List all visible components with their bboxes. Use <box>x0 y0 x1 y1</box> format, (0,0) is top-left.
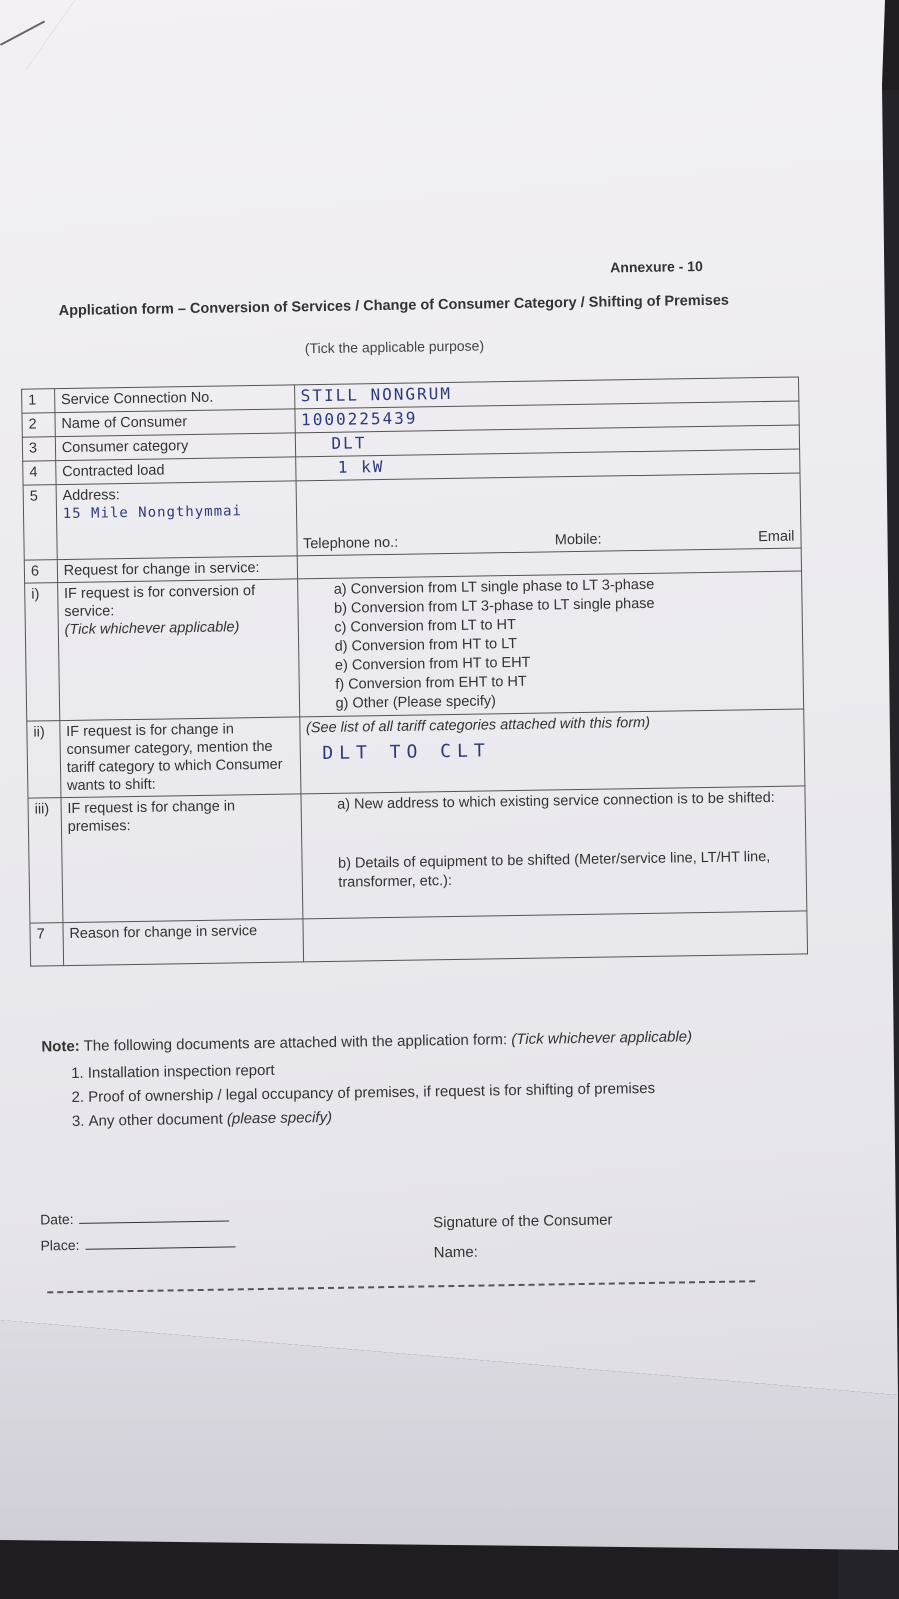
tariff-note: (See list of all tariff categories attached with this form) <box>305 714 651 737</box>
new-address-item: a) New address to which existing service connection is to be shifted: <box>337 789 775 813</box>
list-item-hint: (please specify) <box>226 1108 333 1128</box>
row-number: 5 <box>23 485 57 561</box>
row-number: ii) <box>27 721 61 799</box>
row-label: Request for change in service: <box>57 556 297 583</box>
mobile-label: Mobile: <box>554 531 602 549</box>
place-label: Place: <box>40 1236 80 1254</box>
date-place-block <box>40 1203 236 1258</box>
table-row <box>27 709 805 798</box>
form-title: Application form – Conversion of Services / Change of Consumer Category / Shifting of Premises <box>58 292 730 320</box>
conversion-option[interactable]: a) Conversion from LT single phase to LT 3-phase <box>333 576 655 598</box>
row-number: 3 <box>22 437 55 462</box>
note-lead: Note: <box>41 1037 80 1056</box>
place-line <box>85 1246 235 1249</box>
premises-change-cell[interactable] <box>300 786 806 919</box>
row-label: Address: <box>62 487 120 505</box>
list-item[interactable]: 1. Installation inspection report <box>88 1051 752 1085</box>
equipment-item: b) Details of equipment to be shifted (Meter/service line, LT/HT line, transformer, etc.): <box>337 848 771 891</box>
conversion-label-cell <box>57 579 299 721</box>
row-label: IF request is for conversion of service: <box>63 583 256 621</box>
row-label: Name of Consumer <box>55 409 295 437</box>
row-label: Consumer category <box>55 433 295 461</box>
name-label: Name: <box>433 1243 478 1262</box>
signature-label: Signature of the Consumer <box>433 1211 613 1232</box>
date-label: Date: <box>39 1210 74 1228</box>
list-item-text: Any other document <box>88 1110 228 1130</box>
row-number: 2 <box>22 413 55 438</box>
date-field[interactable] <box>40 1203 235 1232</box>
handwritten-value: 1 kW <box>337 457 385 477</box>
annexure-label: Annexure - 10 <box>610 257 703 276</box>
date-line <box>80 1221 230 1224</box>
table-row <box>23 473 801 560</box>
row-label: IF request is for change in consumer category, mention the tariff category to which Consumer wants to shift: <box>60 717 301 798</box>
signature-block <box>433 1206 613 1269</box>
row-label: Reason for change in service <box>63 919 303 966</box>
conversion-option[interactable]: b) Conversion from LT 3-phase to LT single phase <box>333 595 655 617</box>
place-field[interactable] <box>40 1229 235 1258</box>
row-label: Contracted load <box>55 457 295 485</box>
row-number: 1 <box>22 389 55 414</box>
row-number: 6 <box>24 560 57 584</box>
table-row <box>28 786 807 923</box>
documents-list <box>60 1051 753 1134</box>
conversion-option[interactable]: c) Conversion from LT to HT <box>334 616 517 636</box>
cut-line <box>47 1280 755 1293</box>
tick-hint: (Tick whichever applicable) <box>64 619 240 639</box>
row-number: i) <box>25 583 60 721</box>
row-label: Service Connection No. <box>54 385 294 413</box>
email-label: Email <box>758 528 795 546</box>
handwritten-value: DLT TO CLT <box>322 740 491 765</box>
row-number: 7 <box>30 923 63 967</box>
conversion-option[interactable]: d) Conversion from HT to LT <box>334 635 518 655</box>
handwritten-value: DLT <box>331 433 367 453</box>
contact-row <box>302 476 795 554</box>
handwritten-value: STILL NONGRUM <box>300 383 453 406</box>
list-item[interactable]: 2. Proof of ownership / legal occupancy of premises, if request is for shifting of premises <box>88 1075 752 1109</box>
reason-field[interactable] <box>302 911 807 962</box>
contact-cell[interactable] <box>296 473 802 556</box>
form-table <box>21 376 808 966</box>
note-hint: (Tick whichever applicable) <box>511 1028 693 1049</box>
conversion-option[interactable]: g) Other (Please specify) <box>335 693 497 712</box>
handwritten-address: 15 Mile Nongthymmai <box>62 503 243 523</box>
row-number: 4 <box>23 461 56 486</box>
row-label: IF request is for change in premises: <box>61 794 303 923</box>
category-change-field[interactable] <box>299 709 805 794</box>
note-text: The following documents are attached with the application form: <box>79 1031 512 1055</box>
form-subtitle: (Tick the applicable purpose) <box>304 337 485 357</box>
conversion-option[interactable]: f) Conversion from EHT to HT <box>335 673 527 693</box>
table-row <box>25 571 804 721</box>
conversion-options <box>297 571 804 717</box>
documents-note <box>41 1025 752 1134</box>
address-cell <box>56 481 297 560</box>
row-number: iii) <box>28 798 63 923</box>
conversion-option[interactable]: e) Conversion from HT to EHT <box>334 654 531 674</box>
handwritten-value: 1000225439 <box>300 408 418 430</box>
telephone-label: Telephone no.: <box>302 534 399 553</box>
